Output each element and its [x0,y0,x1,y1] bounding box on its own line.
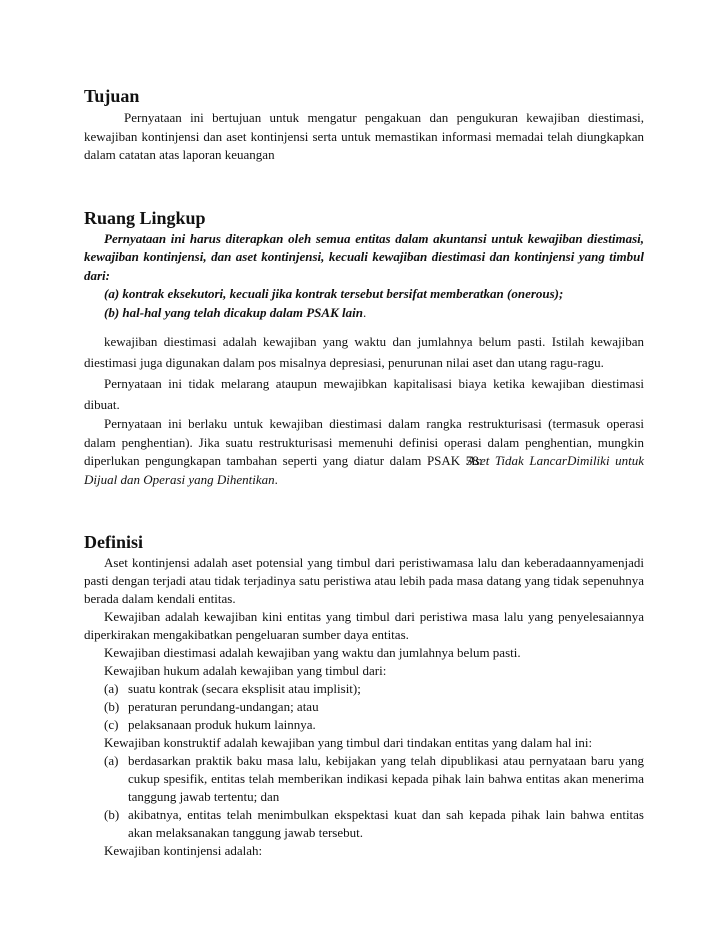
list-text: suatu kontrak (secara eksplisit atau implisit); [128,681,361,696]
konstruktif-list [84,752,644,842]
tujuan-paragraph: Pernyataan ini bertujuan untuk mengatur pengakuan dan pengukuran kewajiban diestimasi, kewajiban kontinjensi dan aset kontinjensi serta untuk memastikan informasi memadai telah diungkapkan dalam catatan atas laporan keuangan [84,110,644,162]
list-item [84,698,644,716]
ruang-lingkup-paragraph-3 [84,415,644,489]
list-label: (c) [104,717,119,732]
p3-text: Pernyataan ini berlaku untuk kewajiban diestimasi dalam rangka restrukturisasi (termasuk operasi dalam penghentian). Jika suatu restrukturisasi memenuhi definisi operasi dalam penghentian, mungkin diperlukan pengungkapan tambahan seperti yang diatur dalam PSAK 58: [84,416,644,468]
heading-ruang-lingkup: Ruang Lingkup [84,207,206,228]
list-item [84,716,644,734]
hukum-list [84,680,644,734]
definisi-kewajiban-diestimasi: Kewajiban diestimasi adalah kewajiban yang waktu dan jumlahnya belum pasti. [104,645,521,660]
ruang-lingkup-item-b [84,304,644,323]
list-text: peraturan perundang-undangan; atau [128,699,319,714]
definisi-kewajiban-kontinjensi: Kewajiban kontinjensi adalah: [104,843,263,858]
ruang-lingkup-paragraph-1: kewajiban diestimasi adalah kewajiban yang waktu dan jumlahnya belum pasti. Istilah kewajiban diestimasi juga digunakan dalam pos misalnya depresiasi, penurunan nilai aset dan utang ragu-ragu. [84,334,644,370]
list-label: (a) [104,753,119,768]
definisi-kewajiban: Kewajiban adalah kewajiban kini entitas yang timbul dari peristiwa masa lalu yang penyelesaiannya diperkirakan mengakibatkan pengeluaran sumber daya entitas. [84,609,644,642]
list-text: akibatnya, entitas telah menimbulkan ekspektasi kuat dan sah kepada pihak lain bahwa entitas akan melaksanakan tanggung jawab tersebut. [128,807,644,840]
ruang-lingkup-item-a: (a) kontrak eksekutori, kecuali jika kontrak tersebut bersifat memberatkan (onerous); [104,286,564,301]
list-label: (a) [104,681,119,696]
list-label: (b) [104,699,120,714]
heading-definisi: Definisi [84,532,144,552]
item-b-end: . [362,304,367,320]
list-item [84,752,644,806]
list-label: (b) [104,807,120,822]
p3-end: . [274,471,278,487]
definisi-aset-kontinjensi: Aset kontinjensi adalah aset potensial yang timbul dari peristiwamasa lalu dan keberadaannyamenjadi pasti dengan terjadi atau tidak terjadinya satu peristiwa atau lebih pada masa datang yang tidak sepenuhnya berada dalam kendali entitas. [84,555,644,606]
list-text: berdasarkan praktik baku masa lalu, kebijakan yang telah dipublikasi atau pernyataan baru yang cukup spesifik, entitas telah memberikan indikasi kepada pihak lain bahwa entitas akan menerima tanggung jawab tertentu; dan [128,753,644,804]
ruang-lingkup-paragraph-2: Pernyataan ini tidak melarang ataupun mewajibkan kapitalisasi biaya ketika kewajiban diestimasi dibuat. [84,376,644,412]
ruang-lingkup-intro: Pernyataan ini harus diterapkan oleh semua entitas dalam akuntansi untuk kewajiban diestimasi, kewajiban kontinjensi, dan aset kontinjensi, kecuali kewajiban diestimasi dan kontinjensi yang timbul dari: [84,230,644,283]
heading-tujuan: Tujuan [84,86,140,106]
list-item [84,680,644,698]
list-item [84,806,644,842]
definisi-kewajiban-konstruktif: Kewajiban konstruktif adalah kewajiban yang timbul dari tindakan entitas yang dalam hal ini: [104,735,593,750]
item-b-text: (b) hal-hal yang telah dicakup dalam PSAK lain [104,304,363,320]
p3-italic-title: Aset Tidak LancarDimiliki untuk Dijual dan Operasi yang Dihentikan [84,453,645,487]
list-text: pelaksanaan produk hukum lainnya. [128,717,316,732]
definisi-kewajiban-hukum: Kewajiban hukum adalah kewajiban yang timbul dari: [104,663,387,678]
